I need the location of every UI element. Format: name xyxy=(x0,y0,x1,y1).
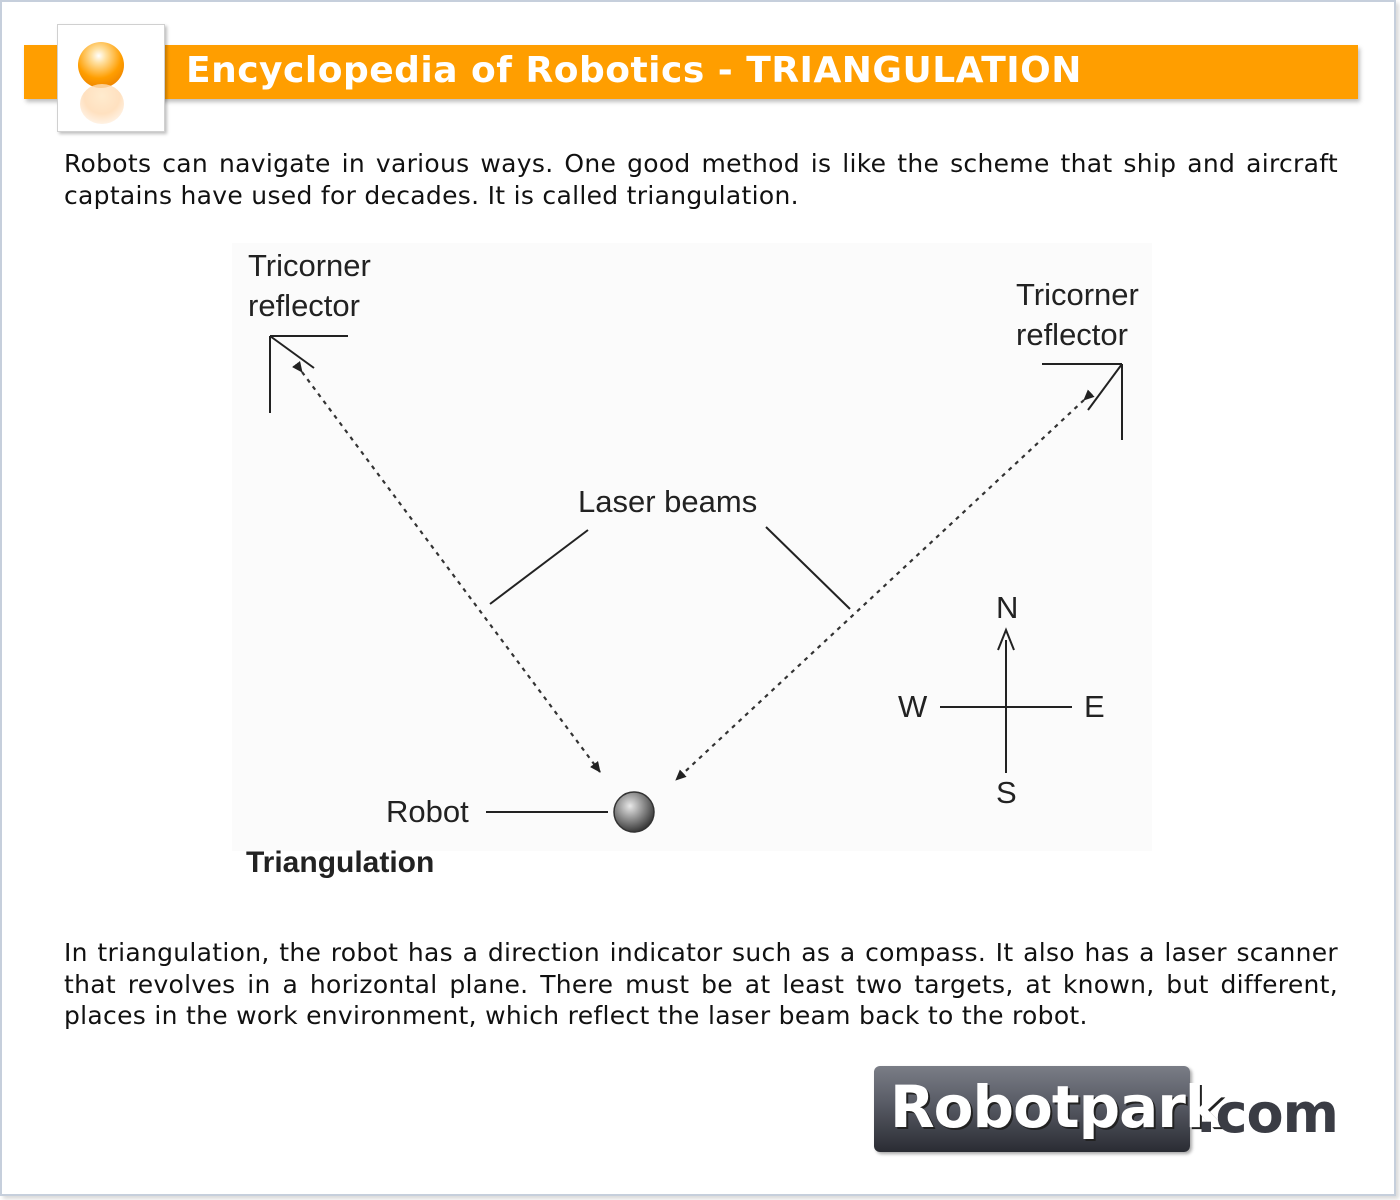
compass-e-label: E xyxy=(1084,689,1105,724)
robotpark-domain-suffix: .com xyxy=(1196,1082,1338,1145)
robot-label: Robot xyxy=(386,794,469,829)
compass-s-label: S xyxy=(996,775,1017,810)
compass-n-label: N xyxy=(996,590,1019,625)
compass-w-label: W xyxy=(898,689,928,724)
robot-icon xyxy=(614,792,654,832)
figure-caption: Triangulation xyxy=(246,846,435,879)
robotpark-brand-text: Robotpark xyxy=(890,1073,1223,1141)
left-reflector-label-line1: Tricorner xyxy=(248,248,371,283)
laser-callout-right xyxy=(766,527,850,609)
left-laser-beam xyxy=(302,372,600,772)
intro-paragraph: Robots can navigate in various ways. One good method is like the scheme that ship and aircraft captains have used for decades. It is called triangulation. xyxy=(64,149,1338,210)
page-title: Encyclopedia of Robotics - TRIANGULATION xyxy=(186,50,1082,91)
left-reflector-label-line2: reflector xyxy=(248,288,360,323)
laser-beams-label: Laser beams xyxy=(578,484,758,519)
right-reflector-label-line2: reflector xyxy=(1016,317,1128,352)
right-reflector-label-line1: Tricorner xyxy=(1016,277,1139,312)
compass-icon xyxy=(940,630,1072,773)
right-laser-beam xyxy=(676,400,1084,780)
laser-callout-left xyxy=(490,530,588,604)
body-paragraph: In triangulation, the robot has a direction indicator such as a compass. It also has a laser scanner that revolves in a horizontal plane. There must be at least two targets, at known, but different, places in the work environment, which reflect the laser beam back to the robot. xyxy=(64,938,1338,1030)
left-reflector-icon xyxy=(270,336,348,413)
